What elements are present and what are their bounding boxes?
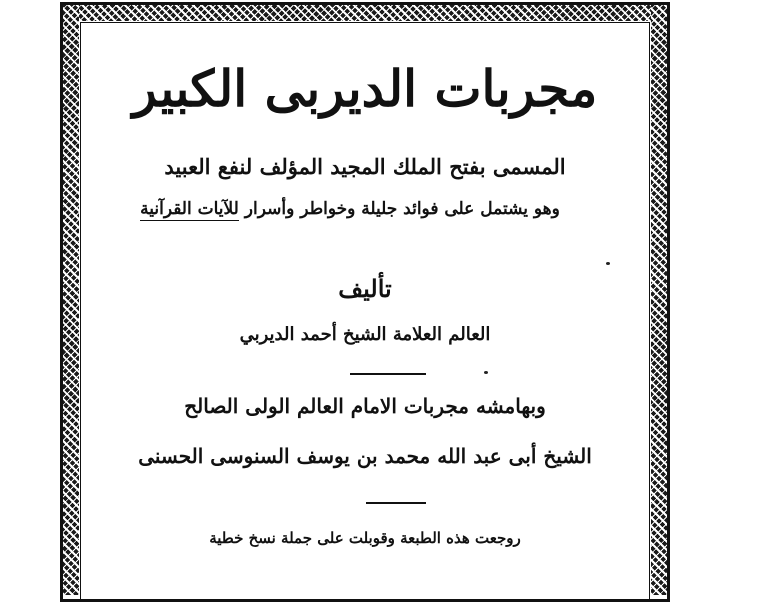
author-name: العالم العلامة الشيخ أحمد الديربي: [239, 324, 491, 345]
ornamental-border-right: [651, 5, 667, 595]
ornamental-border-top: [63, 5, 667, 21]
book-subtitle: المسمى بفتح الملك المجيد المؤلف لنفع العبيد: [164, 154, 566, 179]
book-description: [82, 199, 648, 219]
book-title: مجربات الديربى الكبير: [132, 59, 598, 118]
author-heading: تأليف: [338, 274, 392, 303]
margin-work-author: الشيخ أبى عبد الله محمد بن يوسف السنوسى الحسنى: [138, 444, 592, 468]
divider-rule: [350, 373, 426, 375]
description-text: وهو يشتمل على فوائد جليلة وخواطر وأسرار: [238, 199, 560, 219]
print-speck: [606, 262, 610, 265]
ornamental-border-left: [63, 5, 79, 595]
edition-note: روجعت هذه الطبعة وقوبلت على جملة نسخ خطية: [209, 529, 521, 547]
description-underlined-text: للآيات القرآنية: [140, 199, 239, 219]
print-speck: [484, 371, 488, 374]
margin-work-heading: وبهامشه مجربات الامام العالم الولى الصالح: [184, 394, 546, 418]
divider-rule: [366, 502, 426, 504]
